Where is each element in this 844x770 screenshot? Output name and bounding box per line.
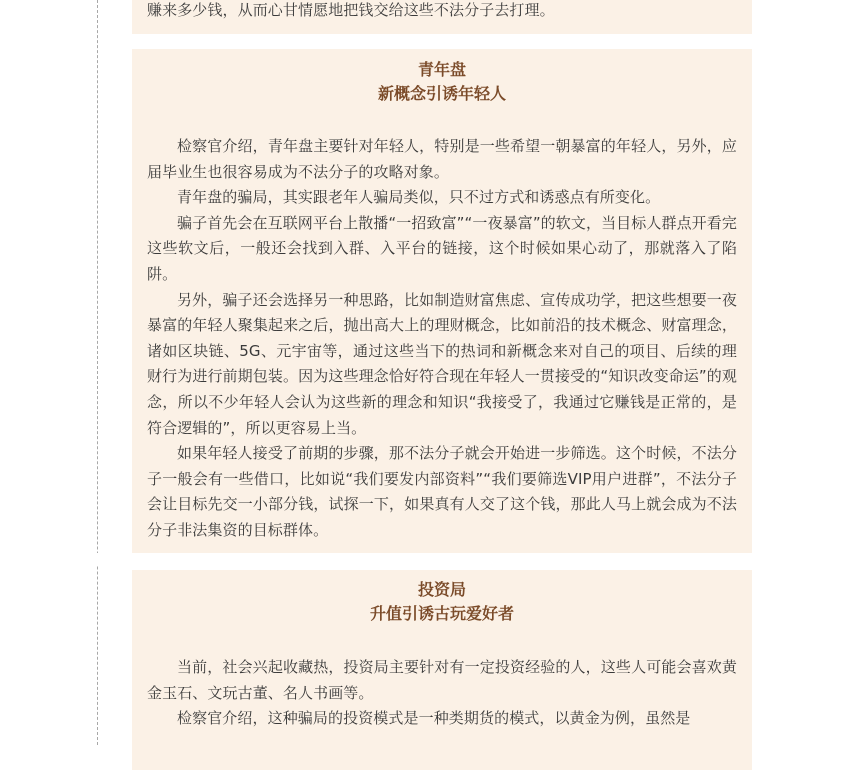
section-title: 青年盘 bbox=[417, 60, 466, 79]
article-section-youth-scheme bbox=[132, 49, 752, 553]
section-subtitle: 新概念引诱年轻人 bbox=[377, 84, 506, 103]
paragraph: 检察官介绍，这种骗局的投资模式是一种类期货的模式，以黄金为例，虽然是 bbox=[177, 709, 691, 728]
paragraph: 赚来多少钱，从而心甘情愿地把钱交给这些不法分子去打理。 bbox=[147, 1, 555, 19]
paragraph: 如果年轻人接受了前期的步骤，那不法分子就会开始进一步筛选。这个时候，不法分子一般会有一些借口，比如说“我们要发内部资料”“我们要筛选VIP用户进群”，不法分子会让目标先交一小部分钱，试探一下，如果真有人交了这个钱，那此人马上就会成为不法分子非法集资的目标群体。 bbox=[147, 444, 737, 539]
article-section-investment-scheme bbox=[132, 570, 752, 770]
section-title: 投资局 bbox=[417, 580, 466, 599]
section-heading bbox=[132, 570, 752, 626]
timeline-gap bbox=[90, 553, 106, 565]
section-body bbox=[132, 655, 752, 732]
paragraph: 骗子首先会在互联网平台上散播“一招致富”“一夜暴富”的软文，当目标人群点开看完这些软文后，一般还会找到入群、入平台的链接，这个时候如果心动了，那就落入了陷阱。 bbox=[147, 213, 737, 283]
paragraph: 检察官介绍，青年盘主要针对年轻人，特别是一些希望一朝暴富的年轻人，另外，应届毕业生也很容易成为不法分子的攻略对象。 bbox=[147, 137, 737, 181]
section-subtitle: 升值引诱古玩爱好者 bbox=[369, 604, 514, 623]
timeline-dashed-line bbox=[97, 0, 98, 745]
paragraph: 青年盘的骗局，其实跟老年人骗局类似，只不过方式和诱惑点有所变化。 bbox=[177, 188, 661, 207]
paragraph: 另外，骗子还会选择另一种思路，比如制造财富焦虑、宣传成功学，把这些想要一夜暴富的年轻人聚集起来之后，抛出高大上的理财概念，比如前沿的技术概念、财富理念，诸如区块链、5G、元宇宙等，通过这些当下的热词和新概念来对自己的项目、后续的理财行为进行前期包装。因为这些理念恰好符合现在年轻人一贯接受的“知识改变命运”的观念，所以不少年轻人会认为这些新的理念和知识“我接受了，我通过它赚钱是正常的，是符合逻辑的”，所以更容易上当。 bbox=[147, 290, 737, 437]
paragraph: 当前，社会兴起收藏热，投资局主要针对有一定投资经验的人，这些人可能会喜欢黄金玉石、文玩古董、名人书画等。 bbox=[147, 658, 737, 702]
article-section-intro-tail bbox=[132, 0, 752, 34]
section-heading bbox=[132, 49, 752, 106]
section-body bbox=[132, 134, 752, 544]
